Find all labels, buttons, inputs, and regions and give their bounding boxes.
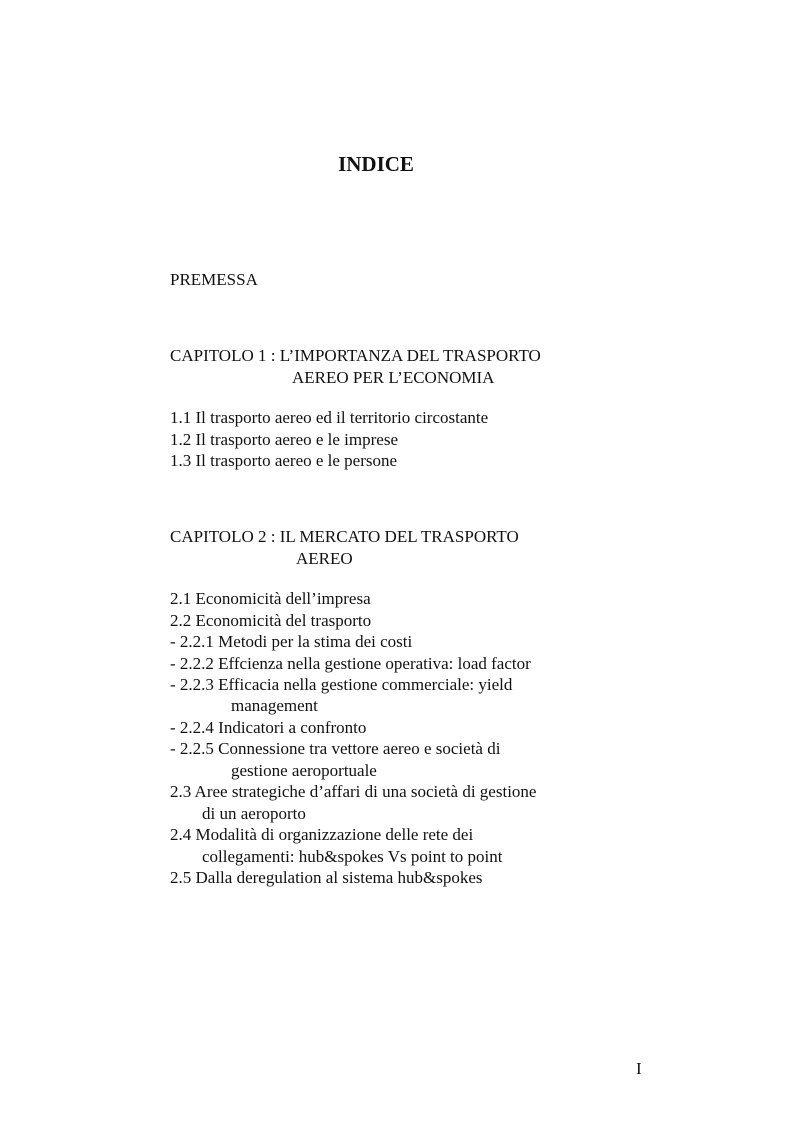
chapter-1-heading-continued: AEREO PER L’ECONOMIA xyxy=(292,368,495,387)
toc-entry-2-4: 2.4 Modalità di organizzazione delle rete dei xyxy=(170,825,474,844)
toc-entry-2-2-1: - 2.2.1 Metodi per la stima dei costi xyxy=(170,632,413,651)
toc-entry-premessa: PREMESSA xyxy=(170,270,258,289)
toc-entry-1-3: 1.3 Il trasporto aereo e le persone xyxy=(170,451,398,470)
chapter-2-heading-continued: AEREO xyxy=(296,549,353,568)
toc-entry-2-2-3-continued: management xyxy=(231,696,318,715)
toc-entry-1-1: 1.1 Il trasporto aereo ed il territorio circostante xyxy=(170,408,489,427)
toc-entry-2-2-3: - 2.2.3 Efficacia nella gestione commerciale: yield xyxy=(170,675,513,694)
toc-entry-2-2-4: - 2.2.4 Indicatori a confronto xyxy=(170,718,367,737)
toc-entry-2-4-continued: collegamenti: hub&spokes Vs point to point xyxy=(202,847,503,866)
toc-entry-2-2-5: - 2.2.5 Connessione tra vettore aereo e società di xyxy=(170,739,501,758)
toc-entry-2-3-continued: di un aeroporto xyxy=(202,804,306,823)
toc-entry-2-2-5-continued: gestione aeroportuale xyxy=(231,761,377,780)
page-number: I xyxy=(636,1059,642,1078)
toc-entry-2-3: 2.3 Aree strategiche d’affari di una società di gestione xyxy=(170,782,537,801)
toc-entry-2-2: 2.2 Economicità del trasporto xyxy=(170,611,372,630)
toc-entry-2-1: 2.1 Economicità dell’impresa xyxy=(170,589,371,608)
page-title: INDICE xyxy=(338,152,414,176)
chapter-2-heading: CAPITOLO 2 : IL MERCATO DEL TRASPORTO xyxy=(170,527,519,546)
toc-entry-2-2-2: - 2.2.2 Effcienza nella gestione operativa: load factor xyxy=(170,654,531,673)
chapter-1-heading: CAPITOLO 1 : L’IMPORTANZA DEL TRASPORTO xyxy=(170,346,541,365)
toc-entry-1-2: 1.2 Il trasporto aereo e le imprese xyxy=(170,430,398,449)
toc-entry-2-5: 2.5 Dalla deregulation al sistema hub&spokes xyxy=(170,868,483,887)
